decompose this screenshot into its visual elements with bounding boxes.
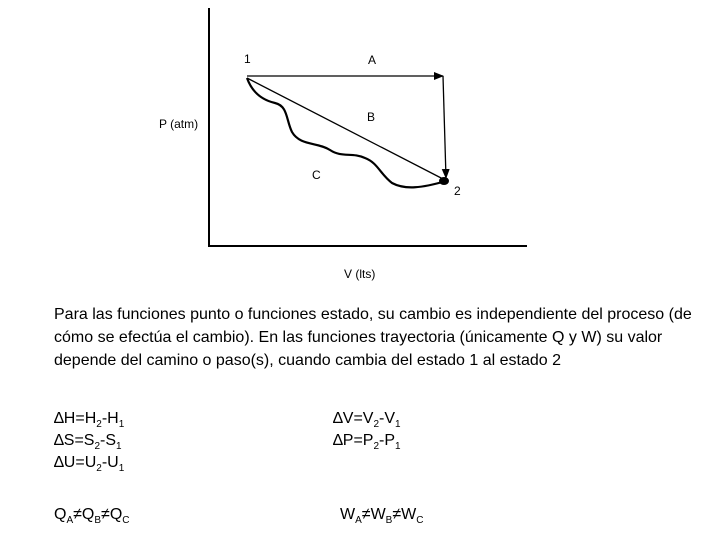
path-c-curve [247,78,446,187]
point-1-label: 1 [244,52,251,66]
path-a-label: A [368,53,377,67]
formula-delta-s: $\Delta S=S_2-S_1$ [54,432,122,452]
state-2-point [439,177,449,185]
formula-delta-v: $\Delta V=V_2-V_1$ [333,410,401,430]
path-c-label: C [312,168,321,182]
explanation-paragraph: Para las funciones punto o funciones estado, su cambio es independiente del proceso (de cómo se efectúa el cambio). En las funciones trayectoria (únicamente Q y W) su valor depende del camino o paso(s), cuando cambia del estado 1 al estado 2 [54,306,692,369]
path-b-line [247,78,445,180]
y-axis-label: P (atm) [159,117,199,131]
formula-delta-p: $\Delta P=P_2-P_1$ [333,432,401,452]
formula-heat-inequality: $Q_A\ne Q_B\ne Q_C$ [54,506,130,526]
formula-work-inequality: $W_A\ne W_B\ne W_C$ [340,506,424,526]
path-a-vertical [443,76,446,178]
formula-delta-u: $\Delta U=U_2-U_1$ [54,454,125,474]
path-b-label: B [367,110,376,124]
point-2-label: 2 [454,184,461,198]
x-axis-label: V (lts) [344,267,376,281]
formula-delta-h: $\Delta H=H_2-H_1$ [54,410,125,430]
